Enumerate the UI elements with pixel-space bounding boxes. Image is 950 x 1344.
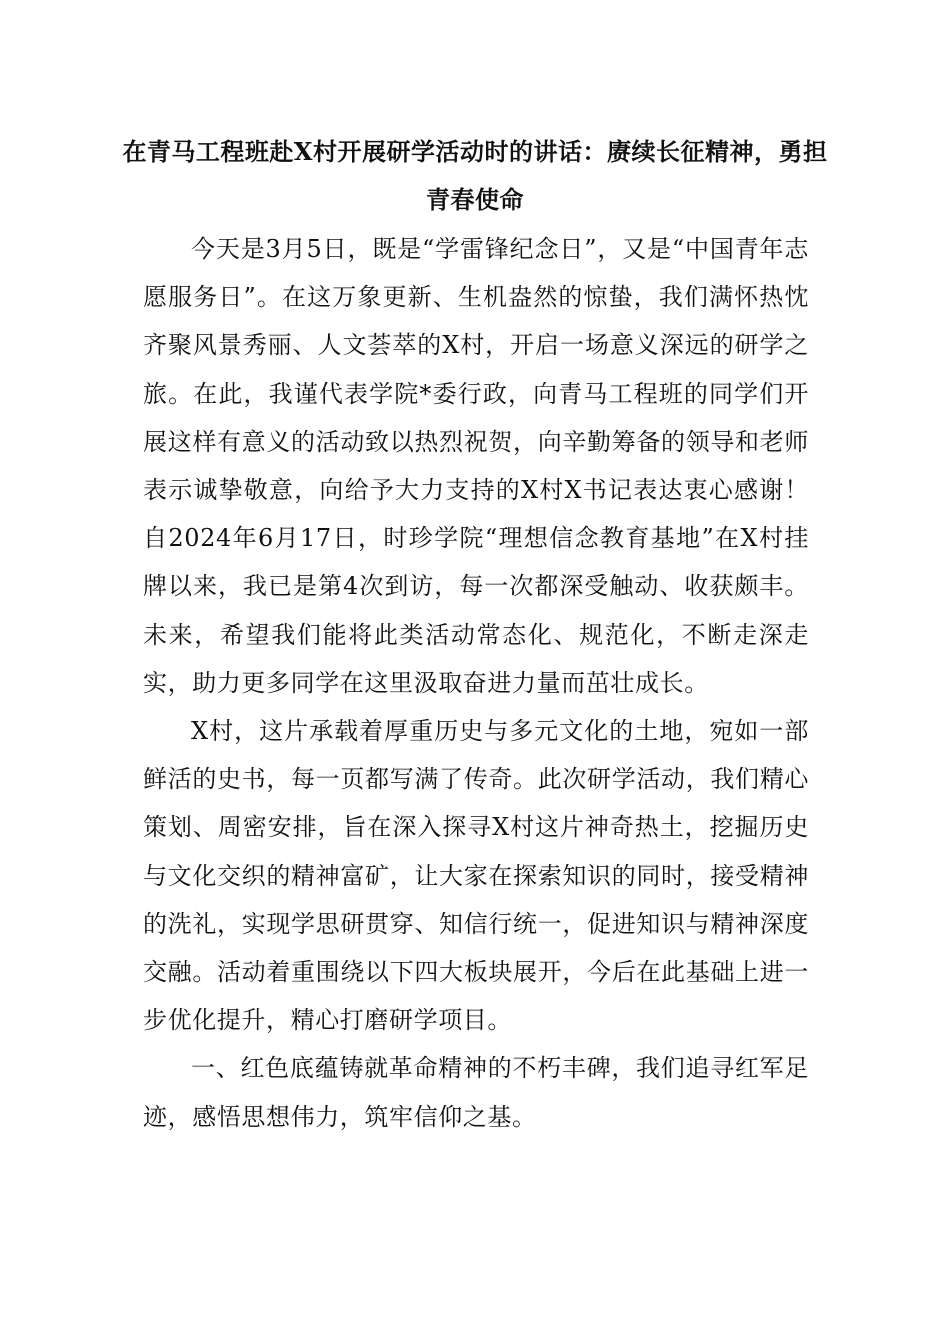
paragraph-section-one: 一、红色底蕴铸就革命精神的不朽丰碑，我们追寻红军足迹，感悟思想伟力，筑牢信仰之基。: [143, 1054, 809, 1131]
paragraph-village: X村，这片承载着厚重历史与多元文化的土地，宛如一部鲜活的史书，每一页都写满了传奇。此次研学活动，我们精心策划、周密安排，旨在深入探寻X村这片神奇热土，挖掘历史与文化交织的精神富矿，让大家在探索知识的同时，接受精神的洗礼，实现学思研贯穿、知信行统一，促进知识与精神深度交融。活动着重围绕以下四大板块展开，今后在此基础上进一步优化提升，精心打磨研学项目。: [143, 717, 809, 1035]
paragraph-intro: 今天是3月5日，既是“学雷锋纪念日”，又是“中国青年志愿服务日”。在这万象更新、生机盎然的惊蛰，我们满怀热忱齐聚风景秀丽、人文荟萃的X村，开启一场意义深远的研学之旅。在此，我谨代表学院*委行政，向青马工程班的同学们开展这样有意义的活动致以热烈祝贺，向辛勤筹备的领导和老师表示诚挚敬意，向给予大力支持的X村X书记表达衷心感谢！自2024年6月17日，时珍学院“理想信念教育基地”在X村挂牌以来，我已是第4次到访，每一次都深受触动、收获颇丰。未来，希望我们能将此类活动常态化、规范化，不断走深走实，助力更多同学在这里汲取奋进力量而茁壮成长。: [143, 235, 809, 697]
document-title: 在青马工程班赴X村开展研学活动时的讲话：赓续长征精神，勇担青春使命: [122, 137, 828, 214]
document-body: [143, 225, 809, 1141]
